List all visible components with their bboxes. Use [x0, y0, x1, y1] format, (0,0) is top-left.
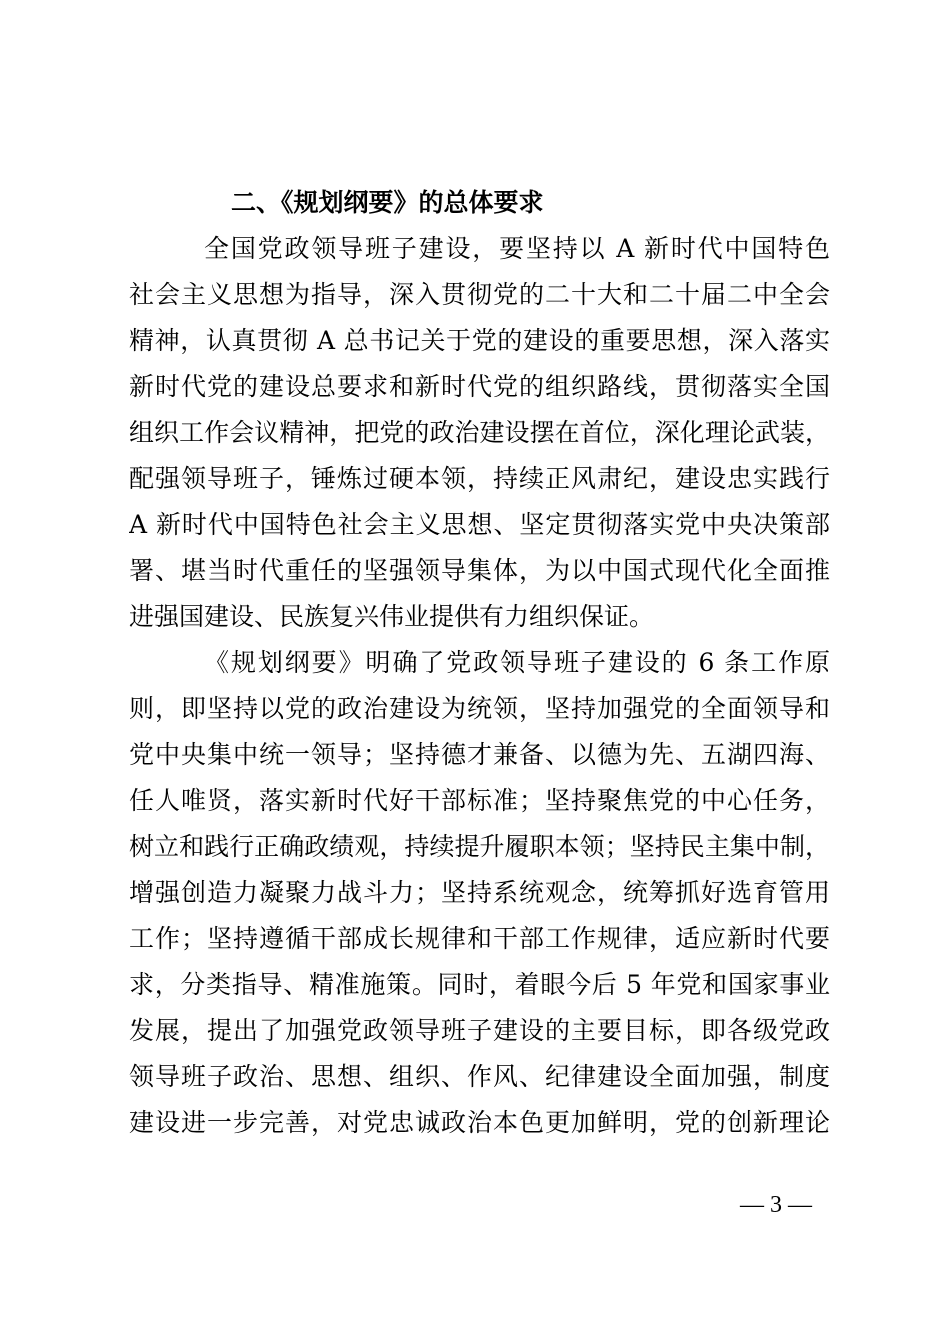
- paragraph-2-line: 发展，提出了加强党政领导班子建设的主要目标，即各级党政: [129, 1016, 830, 1045]
- paragraph-1-line: 全国党政领导班子建设，要坚持以 A 新时代中国特色: [204, 234, 830, 263]
- page-number: — 3 —: [740, 1192, 812, 1218]
- paragraph-2-line: 领导班子政治、思想、组织、作风、纪律建设全面加强，制度: [129, 1062, 830, 1091]
- paragraph-1-line: 配强领导班子，锤炼过硬本领，持续正风肃纪，建设忠实践行: [129, 464, 830, 493]
- paragraph-2-line: 求，分类指导、精准施策。同时，着眼今后 5 年党和国家事业: [129, 970, 830, 999]
- paragraph-2-line: 则，即坚持以党的政治建设为统领，坚持加强党的全面领导和: [129, 694, 830, 723]
- paragraph-2-line: 任人唯贤，落实新时代好干部标准；坚持聚焦党的中心任务，: [129, 786, 830, 815]
- paragraph-1-line: 精神，认真贯彻 A 总书记关于党的建设的重要思想，深入落实: [129, 326, 830, 355]
- paragraph-1-line: 进强国建设、民族复兴伟业提供有力组织保证。: [129, 602, 655, 631]
- paragraph-2-line: 党中央集中统一领导；坚持德才兼备、以德为先、五湖四海、: [129, 740, 830, 769]
- paragraph-1-line: 新时代党的建设总要求和新时代党的组织路线，贯彻落实全国: [129, 372, 830, 401]
- paragraph-1-line: 组织工作会议精神，把党的政治建设摆在首位，深化理论武装，: [129, 418, 830, 447]
- paragraph-2-line: 《规划纲要》明确了党政领导班子建设的 6 条工作原: [204, 648, 830, 677]
- paragraph-2-line: 建设进一步完善，对党忠诚政治本色更加鲜明，党的创新理论: [129, 1108, 830, 1137]
- paragraph-2-line: 增强创造力凝聚力战斗力；坚持系统观念，统筹抓好选育管用: [129, 878, 830, 907]
- section-heading: 二、《规划纲要》的总体要求: [231, 188, 544, 217]
- paragraph-2-line: 工作；坚持遵循干部成长规律和干部工作规律，适应新时代要: [129, 924, 830, 953]
- paragraph-1-line: 社会主义思想为指导，深入贯彻党的二十大和二十届二中全会: [129, 280, 830, 309]
- paragraph-1-line: A 新时代中国特色社会主义思想、坚定贯彻落实党中央决策部: [129, 510, 830, 539]
- paragraph-2-line: 树立和践行正确政绩观，持续提升履职本领；坚持民主集中制，: [129, 832, 830, 861]
- paragraph-1-line: 署、堪当时代重任的坚强领导集体，为以中国式现代化全面推: [129, 556, 830, 585]
